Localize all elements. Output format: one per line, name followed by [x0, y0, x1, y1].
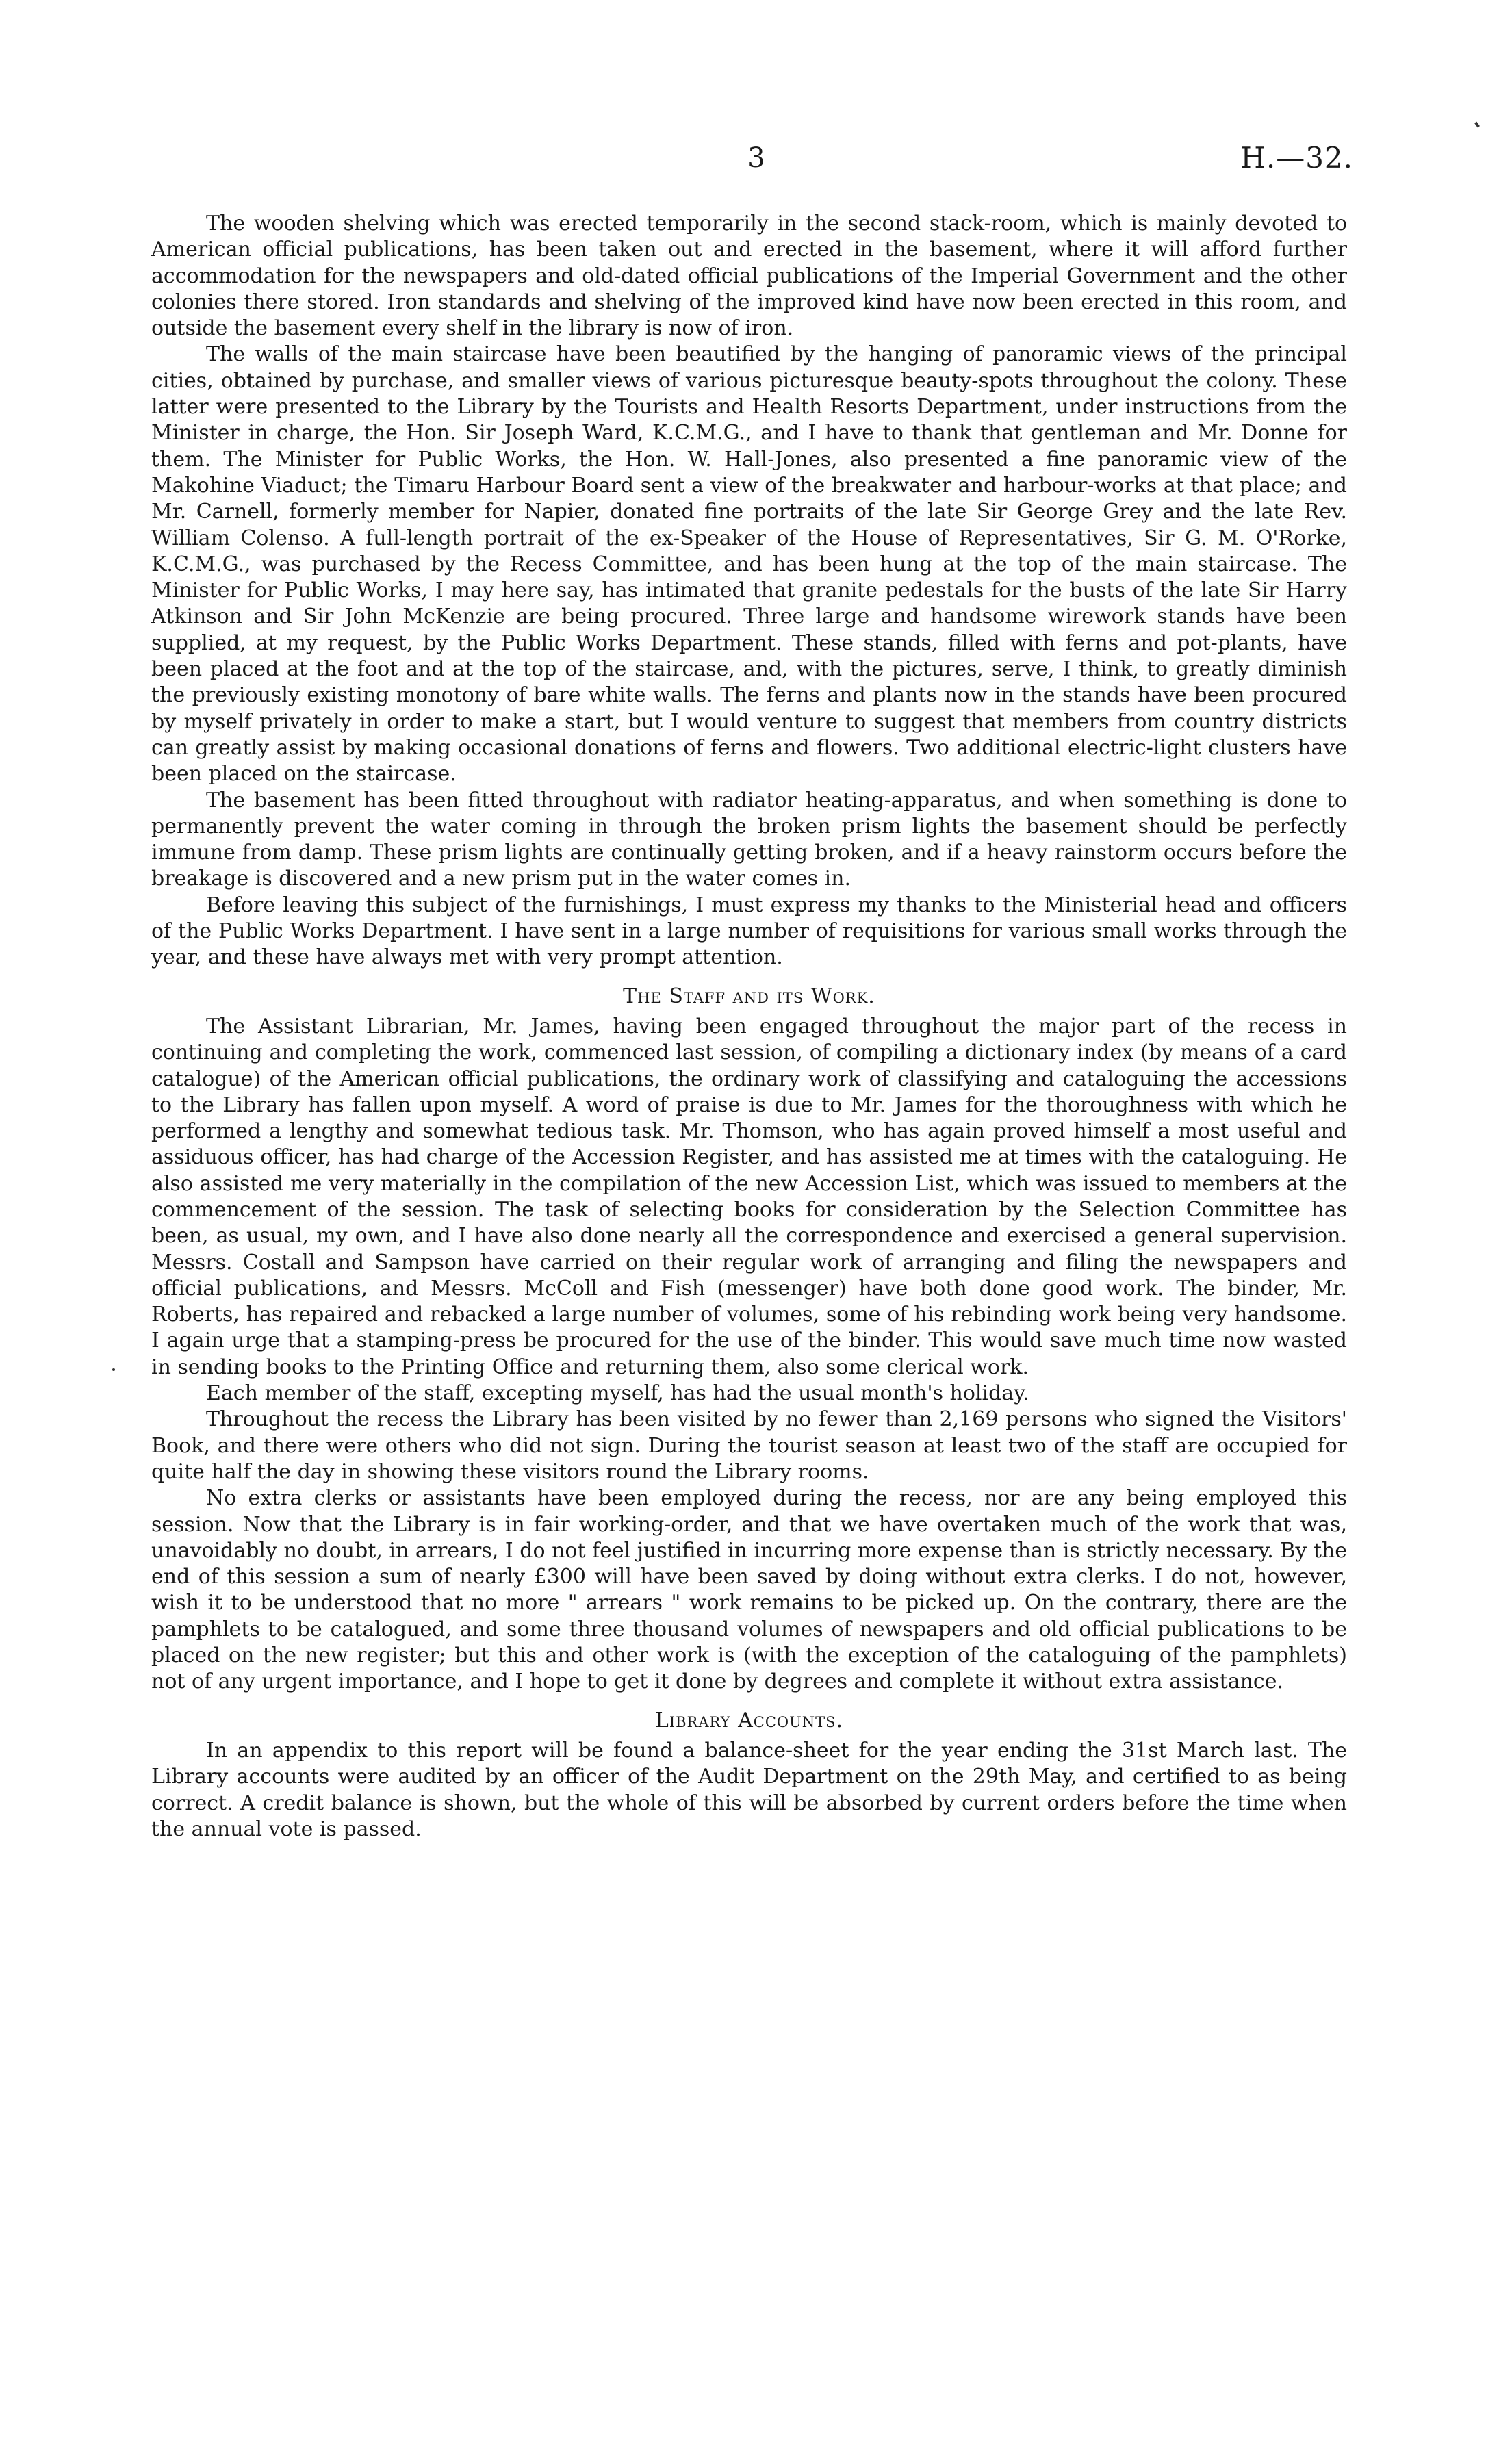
- body-text: [151, 211, 1347, 1843]
- paragraph: The wooden shelving which was erected temporarily in the second stack-room, which is mainly devoted to American official publications, has been taken out and erected in the basement, where it will afford further accommodation for the newspapers and old-dated official publications of the Imperial Government and the other colonies there stored. Iron standards and shelving of the improved kind have now been erected in this room, and outside the basement every shelf in the library is now of iron.: [151, 212, 1347, 341]
- paragraph: The basement has been fitted throughout with radiator heating-apparatus, and when something is done to permanently prevent the water coming in through the broken prism lights the basement should be perfectly immune from damp. These prism lights are continually getting broken, and if a heavy rainstorm occurs before the breakage is discovered and a new prism put in the water comes in.: [151, 788, 1347, 891]
- paragraph: No extra clerks or assistants have been employed during the recess, nor are any being employed this session. Now that the Library is in fair working-order, and that we have overtaken much of the work that was, unavoidably no doubt, in arrears, I do not feel justified in incurring more expense than is strictly necessary. By the end of this session a sum of nearly £300 will have been saved by doing without extra clerks. I do not, however, wish it to be understood that no more " arrears " work remains to be picked up. On the contrary, there are the pamphlets to be catalogued, and some three thousand volumes of newspapers and old official publications to be placed on the new register; but this and other work is (with the exception of the cataloguing of the pamphlets) not of any urgent importance, and I hope to get it done by degrees and complete it without extra assistance.: [151, 1486, 1347, 1694]
- paragraph: In an appendix to this report will be found a balance-sheet for the year ending the 31st March last. The Library accounts were audited by an officer of the Audit Department on the 29th May, and certified to as being correct. A credit balance is shown, but the whole of this will be absorbed by current orders before the time when the annual vote is passed.: [151, 1738, 1347, 1841]
- section-heading-accounts: Library Accounts.: [654, 1708, 844, 1732]
- paragraph: The walls of the main staircase have been beautified by the hanging of panoramic views of the principal cities, obtained by purchase, and smaller views of various picturesque beauty-spots throughout the colony. These latter were presented to the Library by the Tourists and Health Resorts Department, under instructions from the Minister in charge, the Hon. Sir Joseph Ward, K.C.M.G., and I have to thank that gentleman and Mr. Donne for them. The Minister for Public Works, the Hon. W. Hall-Jones, also presented a fine panoramic view of the Makohine Viaduct; the Timaru Harbour Board sent a view of the breakwater and harbour-works at that place; and Mr. Carnell, formerly member for Napier, donated fine portraits of the late Sir George Grey and the late Rev. William Colenso. A full-length portrait of the ex-Speaker of the House of Representatives, Sir G. M. O'Rorke, K.C.M.G., was purchased by the Recess Committee, and has been hung at the top of the main staircase. The Minister for Public Works, I may here say, has intimated that granite pedestals for the busts of the late Sir Harry Atkinson and Sir John McKenzie are being procured. Three large and handsome wirework stands have been supplied, at my request, by the Public Works Department. These stands, filled with ferns and pot-plants, have been placed at the foot and at the top of the staircase, and, with the pictures, serve, I think, to greatly diminish the previously existing monotony of bare white walls. The ferns and plants now in the stands have been procured by myself privately in order to make a start, but I would venture to suggest that members from country districts can greatly assist by making occasional donations of ferns and flowers. Two additional electric-light clusters have been placed on the staircase.: [151, 342, 1347, 786]
- paragraph: The Assistant Librarian, Mr. James, having been engaged throughout the major part of the recess in continuing and completing the work, commenced last session, of compiling a dictionary index (by means of a card catalogue) of the American official publications, the ordinary work of classifying and cataloguing the accessions to the Library has fallen upon myself. A word of praise is due to Mr. James for the thoroughness with which he performed a lengthy and somewhat tedious task. Mr. Thomson, who has again proved himself a most useful and assiduous officer, has had charge of the Accession Register, and has assisted me at times with the cataloguing. He also assisted me very materially in the compilation of the new Accession List, which was issued to members at the commencement of the session. The task of selecting books for consideration by the Selection Committee has been, as usual, my own, and I have also done nearly all the correspondence and exercised a general supervision. Messrs. Costall and Sampson have carried on their regular work of arranging and filing the newspapers and official publications, and Messrs. McColl and Fish (messenger) have both done good work. The binder, Mr. Roberts, has repaired and rebacked a large number of volumes, some of his rebinding work being very handsome. I again urge that a stamping-press be procured for the use of the binder. This would save much time now wasted in sending books to the Printing Office and returning them, also some clerical work.: [151, 1014, 1347, 1379]
- page-number: 3: [747, 142, 765, 174]
- stray-dot: [112, 1368, 115, 1371]
- stray-mark: [1474, 122, 1480, 128]
- document-reference: H.—32.: [1240, 141, 1353, 175]
- paragraph: Each member of the staff, excepting myself, has had the usual month's holiday.: [206, 1381, 1029, 1406]
- paragraph: Before leaving this subject of the furnishings, I must express my thanks to the Ministerial head and officers of the Public Works Department. I have sent in a large number of requisitions for various small works through the year, and these have always met with very prompt attention.: [151, 893, 1347, 970]
- section-heading-staff: The Staff and its Work.: [623, 984, 875, 1008]
- paragraph: Throughout the recess the Library has been visited by no fewer than 2,169 persons who signed the Visitors' Book, and there were others who did not sign. During the tourist season at least two of the staff are occupied for quite half the day in showing these visitors round the Library rooms.: [151, 1407, 1347, 1484]
